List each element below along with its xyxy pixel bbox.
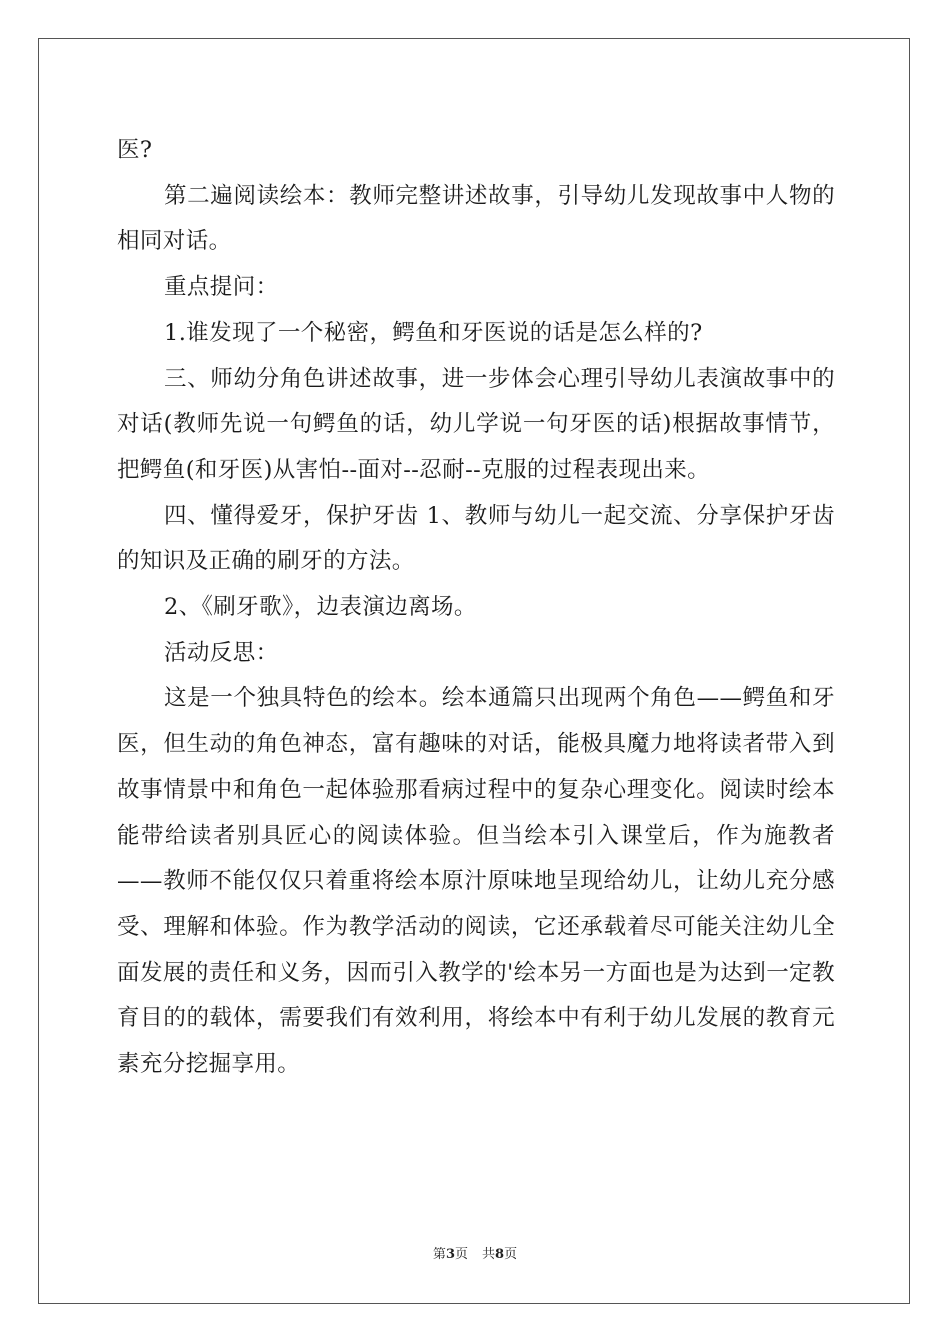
paragraph: 第二遍阅读绘本：教师完整讲述故事，引导幼儿发现故事中人物的相同对话。	[117, 182, 835, 255]
page-total-suffix: 页	[504, 1247, 518, 1262]
page-number-prefix: 第	[432, 1247, 446, 1262]
paragraph: 医?	[117, 137, 153, 163]
page-footer	[0, 1247, 950, 1263]
paragraph: 2、《刷牙歌》，边表演边离场。	[164, 594, 477, 621]
paragraph: 重点提问：	[164, 274, 279, 301]
page-number-suffix: 页	[454, 1247, 468, 1262]
document-body	[117, 128, 835, 1088]
paragraph: 这是一个独具特色的绘本。绘本通篇只出现两个角色——鳄鱼和牙医，但生动的角色神态，富有趣味的对话，能极具魔力地将读者带入到故事情景中和角色一起体验那看病过程中的复杂心理变化。阅读时绘本能带给读者别具匠心的阅读体验。但当绘本引入课堂后，作为施教者——教师不能仅仅只着重将绘本原汁原味地呈现给幼儿，让幼儿充分感受、理解和体验。作为教学活动的阅读，它还承载着尽可能关注幼儿全面发展的责任和义务，因而引入教学的'绘本另一方面也是为达到一定教育目的的载体，需要我们有效利用，将绘本中有利于幼儿发展的教育元素充分挖掘享用。	[117, 685, 835, 1078]
paragraph: 三、师幼分角色讲述故事，进一步体会心理引导幼儿表演故事中的对话(教师先说一句鳄鱼的话，幼儿学说一句牙医的话)根据故事情节，把鳄鱼(和牙医)从害怕--面对--忍耐--克服的过程表现出来。	[117, 365, 835, 483]
paragraph: 活动反思：	[164, 639, 279, 666]
page-total-count: 8	[495, 1247, 505, 1262]
paragraph: 1.谁发现了一个秘密，鳄鱼和牙医说的话是怎么样的?	[164, 319, 703, 346]
paragraph: 四、懂得爱牙，保护牙齿 1、教师与幼儿一起交流、分享保护牙齿的知识及正确的刷牙的方法。	[117, 502, 835, 575]
page-number-current: 3	[445, 1247, 455, 1262]
page-total-prefix: 共	[482, 1247, 496, 1262]
